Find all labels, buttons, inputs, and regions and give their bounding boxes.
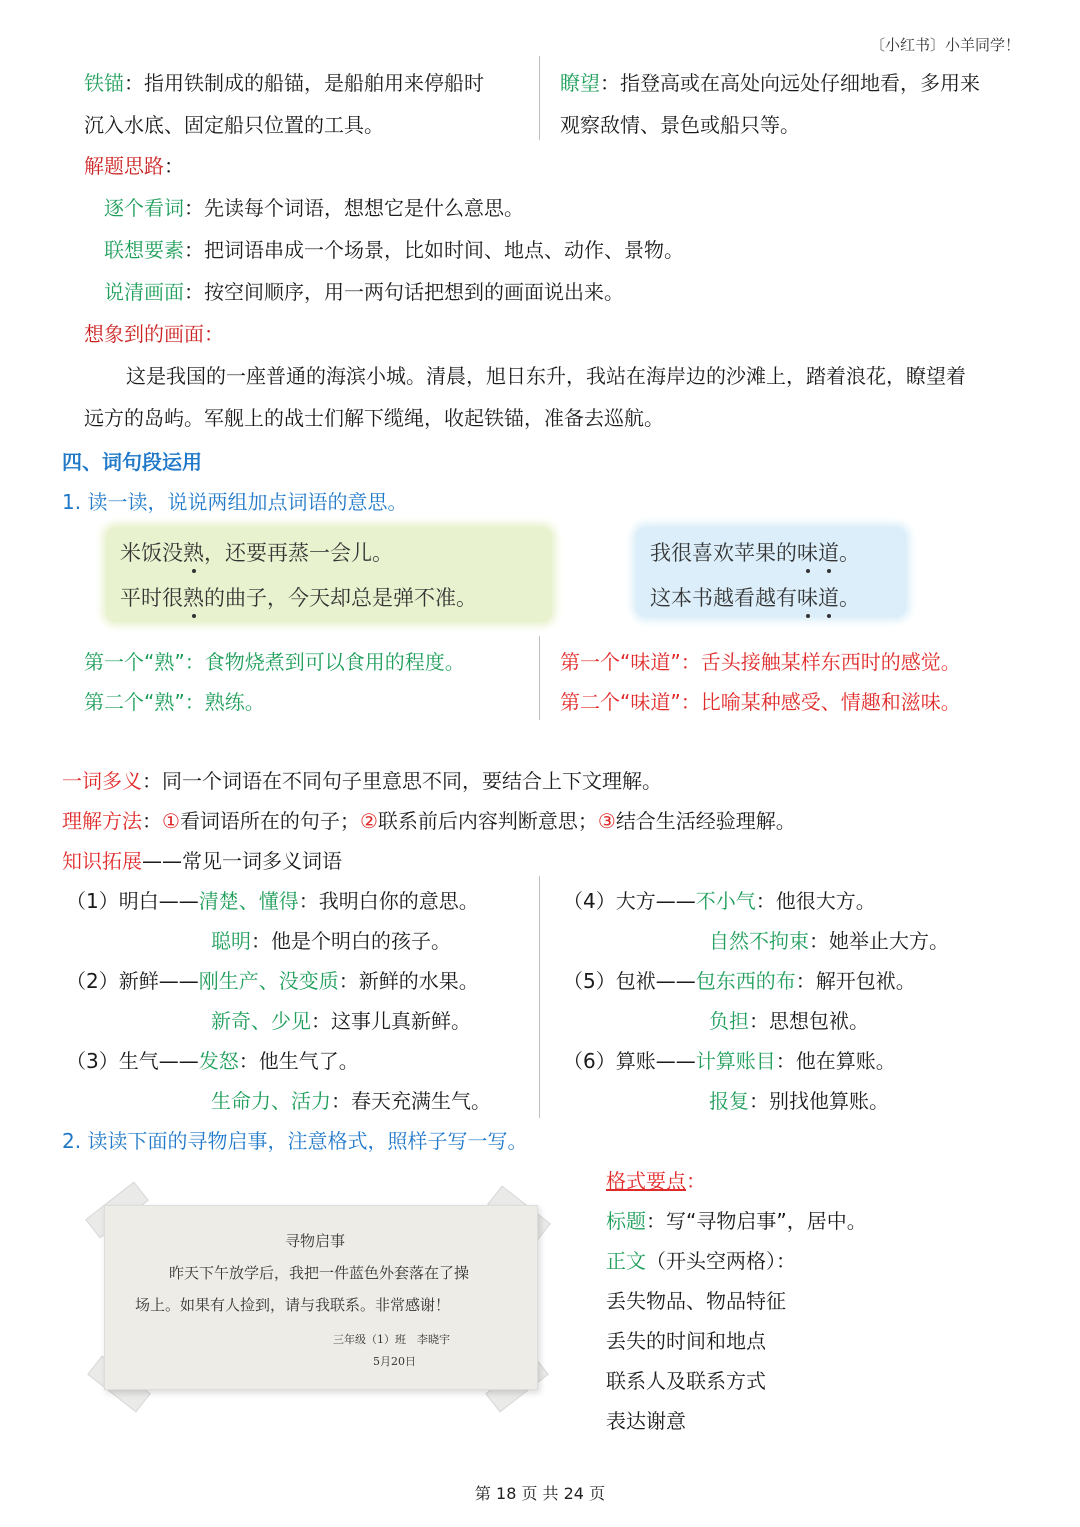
word: 算账—— [615, 1049, 696, 1073]
def-liaowang-2: 观察敌情、景色或船只等。 [560, 113, 800, 137]
step-label: 说清画面 [104, 280, 184, 304]
column-divider [539, 56, 540, 140]
q1-title: 1. 读一读，说说两组加点词语的意思。 [62, 490, 408, 514]
example: ：他很大方。 [755, 889, 876, 913]
method-label: 理解方法 [62, 809, 142, 833]
extension-label: 知识拓展 [62, 849, 142, 873]
dotted-word: 熟 [183, 537, 204, 567]
example: ：他生气了。 [238, 1049, 359, 1073]
word-item-6 [563, 1047, 896, 1075]
page-number: 第 18 页 共 24 页 [474, 1484, 606, 1503]
word-item-1-meaning2 [211, 927, 451, 955]
format-body [606, 1247, 796, 1275]
meaning: 不小气 [695, 889, 756, 913]
example-weidao-line1 [650, 537, 860, 567]
answer-shu-2: 第二个“熟”：熟练。 [84, 690, 265, 714]
dotted-word: 道 [818, 582, 839, 612]
word: 明白—— [118, 889, 199, 913]
imagined-title: 想象到的画面： [84, 322, 224, 346]
column-divider [539, 876, 540, 1118]
meaning: 生命力、活力 [211, 1089, 331, 1113]
word-num: （6） [563, 1049, 616, 1073]
word: 新鲜—— [118, 969, 199, 993]
example: ：新鲜的水果。 [338, 969, 479, 993]
term-tiemao: 铁锚 [84, 71, 124, 95]
thinking-step-3 [104, 278, 624, 306]
vocab-tiemao-line1 [84, 69, 484, 97]
example: ：别找他算账。 [749, 1089, 889, 1113]
polysemy-line [62, 767, 662, 795]
text: 我很喜欢苹果的 [650, 541, 797, 565]
format-heading [606, 1207, 867, 1235]
answer-shu-1: 第一个“熟”：食物烧煮到可以食用的程度。 [84, 650, 465, 674]
method-colon: ： [142, 809, 162, 833]
word-item-3 [66, 1047, 359, 1075]
meaning: 自然不拘束 [709, 929, 809, 953]
method-line [62, 807, 796, 835]
dotted-word: 道 [818, 537, 839, 567]
word-item-3-meaning2 [211, 1087, 491, 1115]
text: 这本书越看越有 [650, 586, 797, 610]
term-liaowang: 瞭望 [560, 71, 600, 95]
circled-2: ② [359, 809, 378, 833]
word-num: （3） [66, 1049, 119, 1073]
section4-title: 四、词句段运用 [62, 450, 202, 474]
example-shu-line1 [120, 537, 393, 567]
format-item: 丢失的时间和地点 [606, 1329, 766, 1353]
format-title-colon: ： [686, 1169, 706, 1193]
dotted-word: 味 [797, 582, 818, 612]
notice-signer: 三年级（1）班 李晓宇 [333, 1333, 450, 1346]
word-num: （2） [66, 969, 119, 993]
example: ：思想包袱。 [749, 1009, 869, 1033]
meaning: 聪明 [211, 929, 251, 953]
word-item-5 [563, 967, 916, 995]
meaning: 报复 [709, 1089, 749, 1113]
def-liaowang-1: ：指登高或在高处向远处仔细地看，多用来 [600, 71, 980, 95]
text: ，还要再蒸一会儿。 [204, 541, 393, 565]
example-box-shu [106, 527, 552, 622]
text: 。 [839, 586, 860, 610]
word-item-4-meaning2 [709, 927, 949, 955]
word-item-5-meaning2 [709, 1007, 869, 1035]
example: ：春天充满生气。 [331, 1089, 491, 1113]
text: 米饭没 [120, 541, 183, 565]
imagined-line2: 远方的岛屿。军舰上的战士们解下缆绳，收起铁锚，准备去巡航。 [84, 406, 664, 430]
thinking-step-2 [104, 236, 684, 264]
extension-text: ——常见一词多义词语 [142, 849, 342, 873]
word-num: （1） [66, 889, 119, 913]
polysemy-label: 一词多义 [62, 769, 142, 793]
format-title [606, 1167, 706, 1195]
word: 生气—— [118, 1049, 199, 1073]
word-num: （5） [563, 969, 616, 993]
format-label: 标题 [606, 1209, 646, 1233]
notice-title: 寻物启事 [285, 1232, 346, 1250]
def-tiemao-2: 沉入水底、固定船只位置的工具。 [84, 113, 384, 137]
step-text: ：先读每个词语，想想它是什么意思。 [184, 196, 524, 220]
dotted-word: 熟 [183, 582, 204, 612]
thinking-title-colon: ： [164, 154, 184, 178]
format-item: 表达谢意 [606, 1409, 686, 1433]
example: ：我明白你的意思。 [298, 889, 479, 913]
example-shu-line2 [120, 582, 477, 612]
notice-line2: 场上。如果有人捡到，请与我联系。非常感谢！ [135, 1296, 451, 1314]
example: ：这事儿真新鲜。 [311, 1009, 471, 1033]
word-item-6-meaning2 [709, 1087, 889, 1115]
step-text: ：按空间顺序，用一两句话把想到的画面说出来。 [184, 280, 624, 304]
lost-item-notice [104, 1205, 538, 1390]
meaning: 刚生产、没变质 [198, 969, 339, 993]
example: ：他在算账。 [775, 1049, 896, 1073]
def-tiemao-1: ：指用铁制成的船锚，是船舶用来停船时 [124, 71, 484, 95]
word-num: （4） [563, 889, 616, 913]
word-item-2 [66, 967, 479, 995]
polysemy-text: ：同一个词语在不同句子里意思不同，要结合上下文理解。 [142, 769, 662, 793]
text: 的曲子，今天却总是弹不准。 [204, 586, 477, 610]
notice-line1: 昨天下午放学后，我把一件蓝色外套落在了操 [169, 1264, 470, 1282]
word: 包袱—— [615, 969, 696, 993]
meaning: 计算账目 [695, 1049, 776, 1073]
dotted-word: 味 [797, 537, 818, 567]
notice-date: 5月20日 [373, 1355, 416, 1368]
thinking-title-text: 解题思路 [84, 154, 164, 178]
format-item: 联系人及联系方式 [606, 1369, 766, 1393]
meaning: 清楚、懂得 [198, 889, 299, 913]
thinking-title [84, 152, 184, 180]
step-label: 逐个看词 [104, 196, 184, 220]
method-3: 结合生活经验理解。 [615, 809, 796, 833]
method-1: 看词语所在的句子； [179, 809, 360, 833]
meaning: 发怒 [198, 1049, 239, 1073]
format-text: （开头空两格）： [646, 1249, 796, 1273]
circled-3: ③ [597, 809, 616, 833]
answer-weidao-1: 第一个“味道”：舌头接触某样东西时的感觉。 [560, 650, 961, 674]
example-box-weidao [636, 527, 906, 617]
step-text: ：把词语串成一个场景，比如时间、地点、动作、景物。 [184, 238, 684, 262]
example: ：解开包袱。 [795, 969, 916, 993]
meaning: 新奇、少见 [211, 1009, 311, 1033]
example: ：她举止大方。 [809, 929, 949, 953]
header-brand: 〔小红书〕小羊同学！ [869, 36, 1020, 54]
meaning: 负担 [709, 1009, 749, 1033]
imagined-line1: 这是我国的一座普通的海滨小城。清晨，旭日东升，我站在海岸边的沙滩上，踏着浪花，瞭望着 [126, 364, 966, 388]
text: 平时很 [120, 586, 183, 610]
word-item-2-meaning2 [211, 1007, 471, 1035]
word: 大方—— [615, 889, 696, 913]
format-text: ：写“寻物启事”，居中。 [646, 1209, 867, 1233]
circled-1: ① [162, 809, 180, 833]
example: ：他是个明白的孩子。 [251, 929, 451, 953]
text: 。 [839, 541, 860, 565]
vocab-liaowang-line1 [560, 69, 980, 97]
step-label: 联想要素 [104, 238, 184, 262]
extension-line [62, 847, 342, 875]
method-2: 联系前后内容判断意思； [377, 809, 598, 833]
format-label: 正文 [606, 1249, 646, 1273]
format-item: 丢失物品、物品特征 [606, 1289, 786, 1313]
q2-title: 2. 读读下面的寻物启事，注意格式，照样子写一写。 [62, 1129, 528, 1153]
thinking-step-1 [104, 194, 524, 222]
meaning: 包东西的布 [695, 969, 796, 993]
example-weidao-line2 [650, 582, 860, 612]
word-item-1 [66, 887, 479, 915]
format-title-text: 格式要点 [606, 1169, 686, 1193]
word-item-4 [563, 887, 876, 915]
column-divider [539, 636, 540, 720]
answer-weidao-2: 第二个“味道”：比喻某种感受、情趣和滋味。 [560, 690, 961, 714]
